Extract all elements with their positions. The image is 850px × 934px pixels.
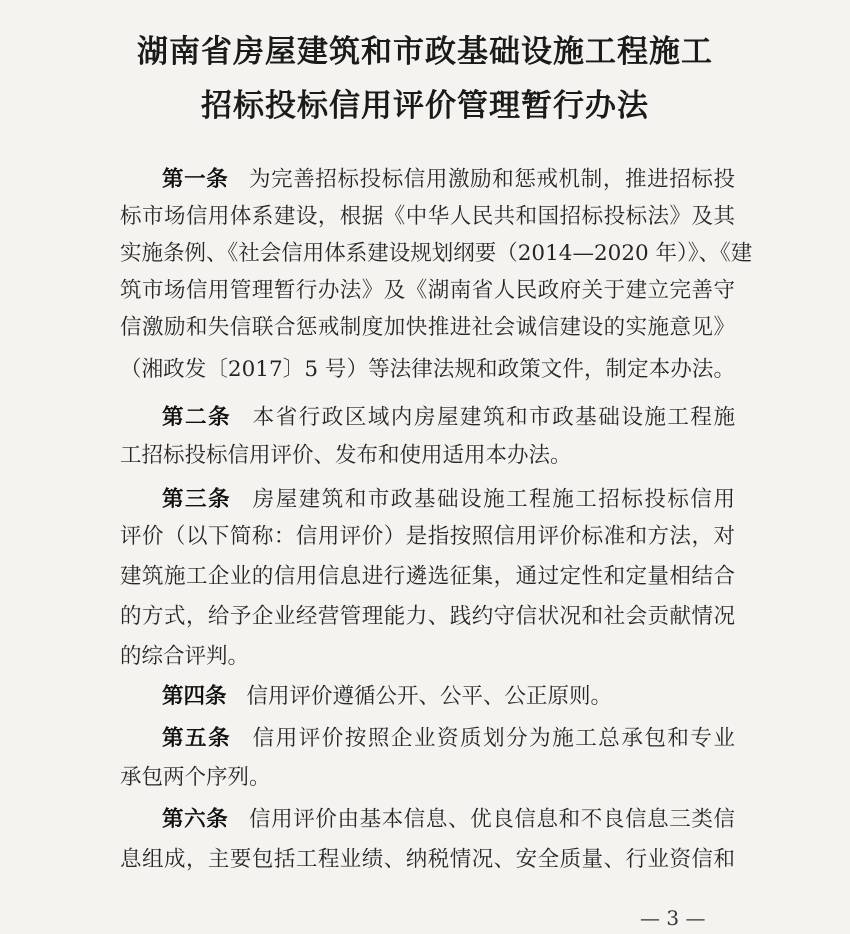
article-3-line-2: 评价（以下简称：信用评价）是指按照信用评价标准和方法，对 — [120, 524, 735, 549]
article-3-line-3: 建筑施工企业的信用信息进行遴选征集，通过定性和定量相结合 — [120, 564, 735, 589]
article-4-line-1 — [162, 682, 735, 712]
article-1-line-2: 标市场信用体系建设，根据《中华人民共和国招标投标法》及其 — [120, 204, 735, 229]
article-4-text: 信用评价遵循公开、公平、公正原则。 — [246, 684, 613, 709]
article-3-line-5: 的综合评判。 — [120, 644, 250, 669]
document-title-line-1: 湖南省房屋建筑和市政基础设施工程施工 — [137, 34, 713, 70]
document-title-line-2: 招标投标信用评价管理暂行办法 — [201, 88, 649, 124]
article-6-line-2: 息组成，主要包括工程业绩、纳税情况、安全质量、行业资信和 — [120, 847, 735, 872]
article-3-label: 第三条 — [162, 487, 232, 512]
article-3-text: 房屋建筑和市政基础设施工程施工招标投标信用 — [251, 487, 735, 512]
article-5-line-2: 承包两个序列。 — [120, 765, 271, 790]
article-1-line-3: 实施条例、《社会信用体系建设规划纲要（2014—2020 年）》、《建 — [120, 241, 753, 266]
article-5-text: 信用评价按照企业资质划分为施工总承包和专业 — [251, 726, 735, 751]
article-1-label: 第一条 — [162, 167, 229, 192]
article-2-label: 第二条 — [162, 405, 232, 430]
article-6-text: 信用评价由基本信息、优良信息和不良信息三类信 — [248, 807, 735, 832]
article-2-text: 本省行政区域内房屋建筑和市政基础设施工程施 — [251, 405, 735, 430]
article-3-line-1 — [162, 485, 735, 515]
page-number: — 3 — — [640, 906, 706, 930]
article-1-text: 为完善招标投标信用激励和惩戒机制，推进招标投 — [248, 167, 735, 192]
article-5-label: 第五条 — [162, 726, 232, 751]
article-6-label: 第六条 — [162, 807, 229, 832]
article-1-line-1 — [162, 165, 735, 195]
article-1-line-6: （湘政发〔2017〕5 号）等法律法规和政策文件，制定本办法。 — [120, 357, 735, 382]
article-1-line-4: 筑市场信用管理暂行办法》及《湖南省人民政府关于建立完善守 — [120, 278, 735, 303]
article-4-label: 第四条 — [162, 684, 227, 709]
article-2-line-1 — [162, 403, 735, 433]
article-5-line-1 — [162, 724, 735, 754]
article-1-line-5: 信激励和失信联合惩戒制度加快推进社会诚信建设的实施意见》 — [120, 315, 735, 340]
article-3-line-4: 的方式，给予企业经营管理能力、践约守信状况和社会贡献情况 — [120, 604, 735, 629]
article-2-line-2: 工招标投标信用评价、发布和使用适用本办法。 — [120, 443, 572, 468]
article-6-line-1 — [162, 805, 735, 835]
